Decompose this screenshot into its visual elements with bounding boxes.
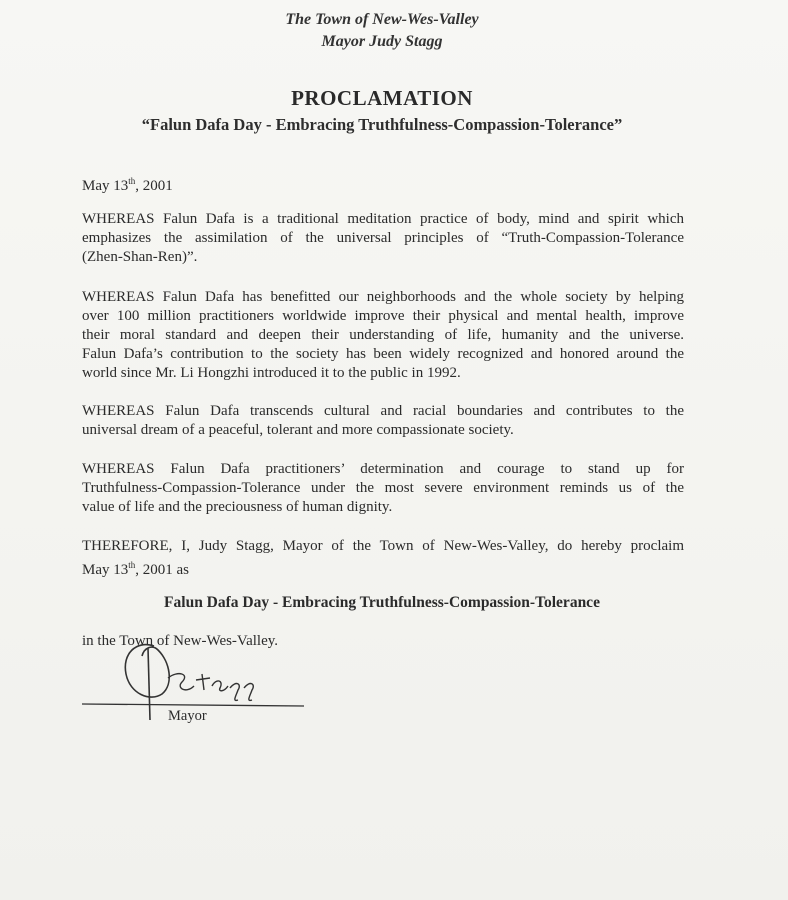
- whereas-paragraph-3: [82, 402, 684, 440]
- header-mayor: Mayor Judy Stagg: [321, 33, 443, 50]
- document-subtitle: “Falun Dafa Day - Embracing Truthfulness-Compassion-Tolerance”: [141, 115, 623, 134]
- paragraph-line: world since Mr. Li Hongzhi introduced it to the public in 1992.: [82, 365, 461, 381]
- document-title: PROCLAMATION: [291, 86, 473, 110]
- signature-label: Mayor: [168, 708, 207, 724]
- paragraph-line: WHEREAS Falun Dafa practitioners’ determination and courage to stand up for: [82, 461, 684, 477]
- header-town: The Town of New-Wes-Valley: [285, 11, 479, 28]
- therefore-paragraph: [82, 537, 684, 580]
- paragraph-line: Truthfulness-Compassion-Tolerance under the most severe environment reminds us of the: [82, 480, 684, 496]
- paragraph-line: WHEREAS Falun Dafa is a traditional meditation practice of body, mind and spirit which: [82, 211, 684, 227]
- paragraph-line: May 13th, 2001 as: [82, 560, 190, 578]
- proclaimed-day: Falun Dafa Day - Embracing Truthfulness-Compassion-Tolerance: [164, 594, 600, 611]
- paragraph-line: THEREFORE, I, Judy Stagg, Mayor of the Town of New-Wes-Valley, do hereby proclaim: [82, 538, 684, 554]
- paragraph-line: WHEREAS Falun Dafa has benefitted our neighborhoods and the whole society by helping: [82, 289, 684, 305]
- paragraph-line: WHEREAS Falun Dafa transcends cultural and racial boundaries and contributes to the: [82, 403, 684, 419]
- paragraph-line: (Zhen-Shan-Ren)”.: [82, 249, 198, 265]
- paragraph-line: their moral standard and deepen their understanding of life, humanity and the universe.: [82, 327, 684, 343]
- closing-line: in the Town of New-Wes-Valley.: [82, 633, 279, 649]
- whereas-paragraph-1: [82, 210, 684, 267]
- paragraph-line: universal dream of a peaceful, tolerant and more compassionate society.: [82, 422, 514, 438]
- whereas-paragraph-4: [82, 460, 684, 517]
- paragraph-line: emphasizes the assimilation of the universal principles of “Truth-Compassion-Tolerance: [82, 230, 684, 246]
- paragraph-line: over 100 million practitioners worldwide improve their physical and mental health, improve: [82, 308, 684, 324]
- paragraph-line: Falun Dafa’s contribution to the society has been widely recognized and honored around the: [82, 346, 684, 362]
- document-date: May 13th, 2001: [82, 176, 173, 194]
- paragraph-line: value of life and the preciousness of human dignity.: [82, 499, 393, 515]
- whereas-paragraph-2: [82, 288, 684, 383]
